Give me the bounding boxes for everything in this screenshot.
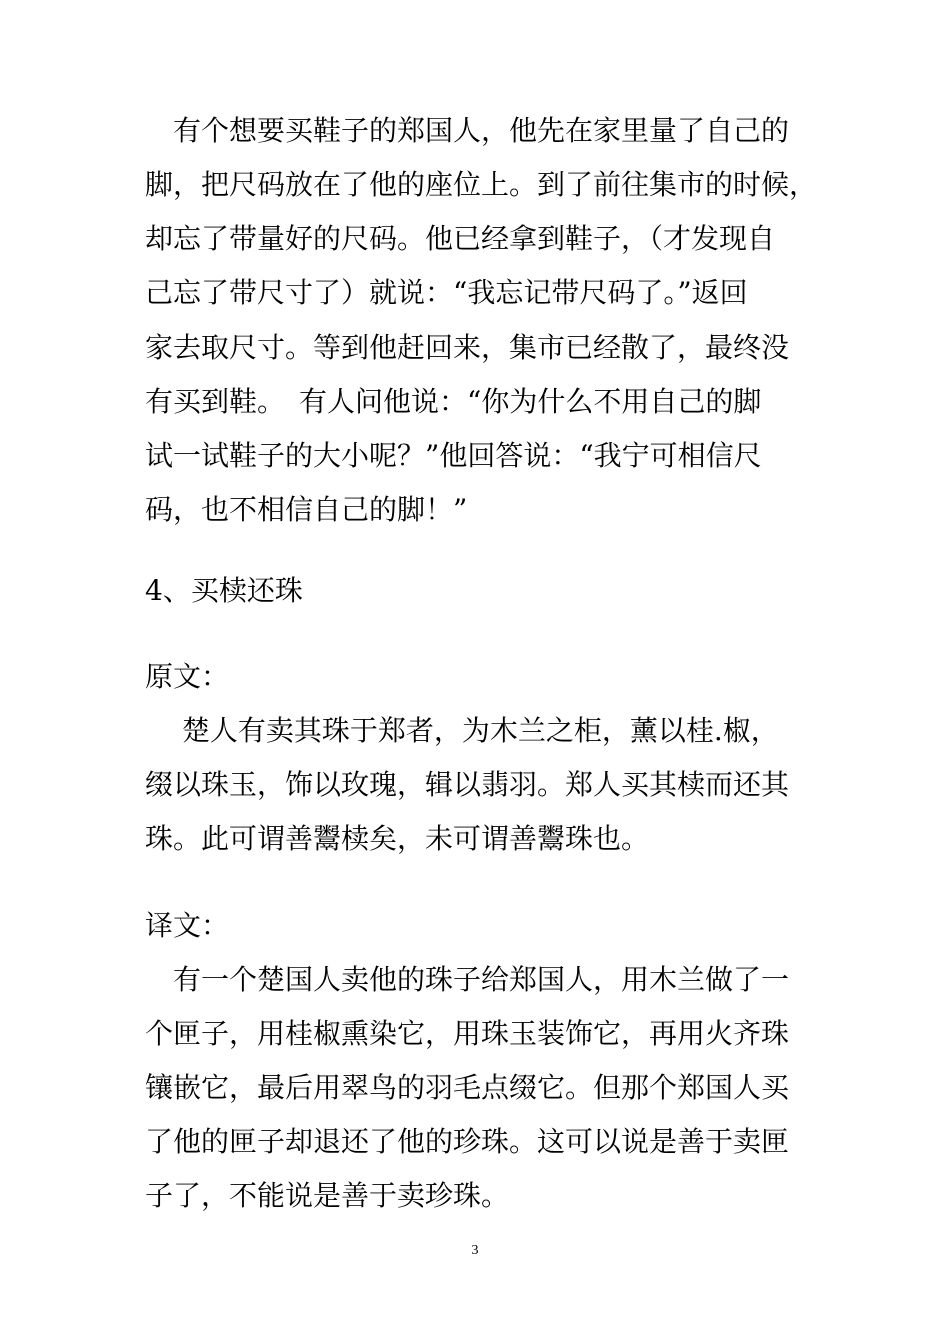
text-line: 楚人有卖其珠于郑者，为木兰之柜，薰以桂.椒， — [145, 714, 779, 747]
text-line: 脚，把尺码放在了他的座位上。到了前往集市的时候， — [145, 168, 818, 201]
section-heading: 4、买椟还珠 — [145, 574, 303, 607]
text-line: 码，也不相信自己的脚！” — [145, 493, 468, 526]
translation-label: 译文： — [145, 909, 230, 942]
text-line: 子了，不能说是善于卖珍珠。 — [145, 1179, 510, 1212]
original-label: 原文： — [145, 660, 230, 693]
text-line: 镶嵌它，最后用翠鸟的羽毛点缀它。但那个郑国人买 — [145, 1071, 790, 1104]
text-line: 了他的匣子却退还了他的珍珠。这可以说是善于卖匣 — [145, 1125, 790, 1158]
text-line: 试一试鞋子的大小呢？”他回答说：“我宁可相信尺 — [145, 439, 762, 472]
text-line: 缀以珠玉，饰以玫瑰，辑以翡羽。郑人买其椟而还其 — [145, 768, 790, 801]
text-line: 有买到鞋。 有人问他说：“你为什么不用自己的脚 — [145, 385, 762, 418]
text-line: 珠。此可谓善鬻椟矣，未可谓善鬻珠也。 — [145, 822, 650, 855]
text-line: 己忘了带尺寸了）就说：“我忘记带尺码了。”返回 — [145, 276, 748, 309]
text-line: 家去取尺寸。等到他赶回来，集市已经散了，最终没 — [145, 331, 790, 364]
text-line: 有一个楚国人卖他的珠子给郑国人，用木兰做了一 — [145, 963, 790, 996]
text-line: 个匣子，用桂椒熏染它，用珠玉装饰它，再用火齐珠 — [145, 1017, 790, 1050]
text-line: 有个想要买鞋子的郑国人，他先在家里量了自己的 — [145, 114, 790, 147]
page-number: 3 — [471, 1243, 479, 1258]
text-line: 却忘了带量好的尺码。他已经拿到鞋子，（才发现自 — [145, 222, 776, 255]
